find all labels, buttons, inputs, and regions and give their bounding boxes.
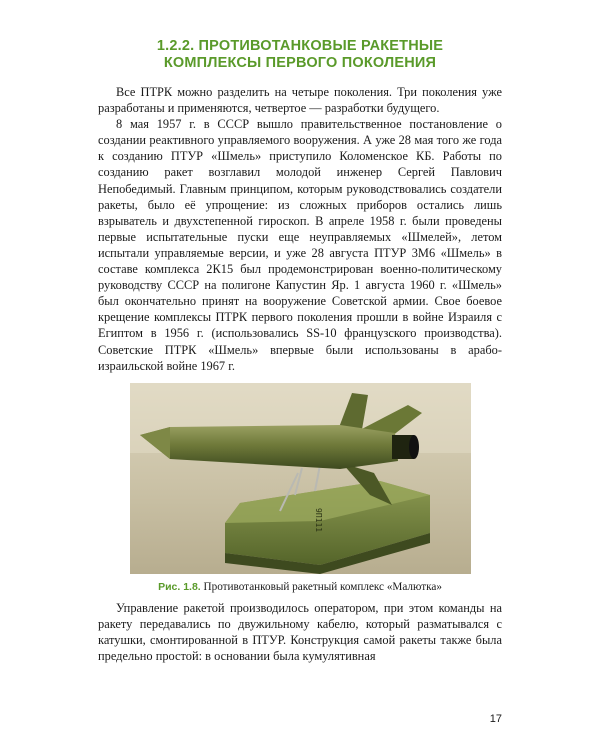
section-heading-line-2: КОМПЛЕКСЫ ПЕРВОГО ПОКОЛЕНИЯ [163, 55, 437, 71]
section-heading [100, 38, 500, 72]
figure-caption-text: Противотанковый ракетный комплекс «Малютка» [203, 581, 442, 593]
missile-illustration [130, 383, 471, 574]
base-stencil-text: 9П111 [314, 508, 323, 533]
paragraph-1: Все ПТРК можно разделить на четыре поколения. Три поколения уже разработаны и применяются, четвертое — разработки будущего. [98, 85, 502, 116]
section-heading-line-1: 1.2.2. ПРОТИВОТАНКОВЫЕ РАКЕТНЫЕ [156, 38, 444, 54]
page-number: 17 [489, 713, 502, 725]
body-text-top [98, 84, 502, 374]
paragraph-2: 8 мая 1957 г. в СССР вышло правительственное постановление о создании реактивного управляемого вооружения. А уже 28 мая того же года к созданию ПТУР «Шмель» приступило Коломенское КБ. Работы по созданию ракет возглавил молодой инженер Сергей Павлович Непобедимый. Главным принципом, которым руководствовались создатели ракеты, было её упрощение: из сложных приборов остались лишь взрыватель и двухстепенной гироскоп. В апреле 1958 г. были проведены первые испытательные пуски еще неуправляемых «Шмелей», летом испытали управляемые версии, и уже 28 августа ПТУР 3М6 «Шмель» в составе комплекса 2К15 был продемонстрирован военно-политическому руководству СССР на полигоне Капустин Яр. 1 августа 1960 г. «Шмель» был окончательно принят на вооружение Советской армии. Свое боевое крещение комплексы ПТРК первого поколения прошли в войне Израиля с Египтом в 1956 г. (использовались SS-10 французского производства). Советские ПТРК «Шмель» впервые были использованы в арабо-израильской войне 1967 г. [98, 117, 502, 373]
paragraph-3: Управление ракетой производилось оператором, при этом команды на ракету передавались по двужильному кабелю, который разматывался с катушки, смонтированной в ПТУР. Конструкция самой ракеты также была предельно простой: в основании была кумулятивная [98, 601, 502, 664]
figure-caption-label: Рис. 1.8. [158, 581, 201, 593]
body-text-bottom [98, 600, 502, 664]
figure-photo-malyutka [130, 383, 471, 574]
figure-caption [98, 580, 502, 594]
